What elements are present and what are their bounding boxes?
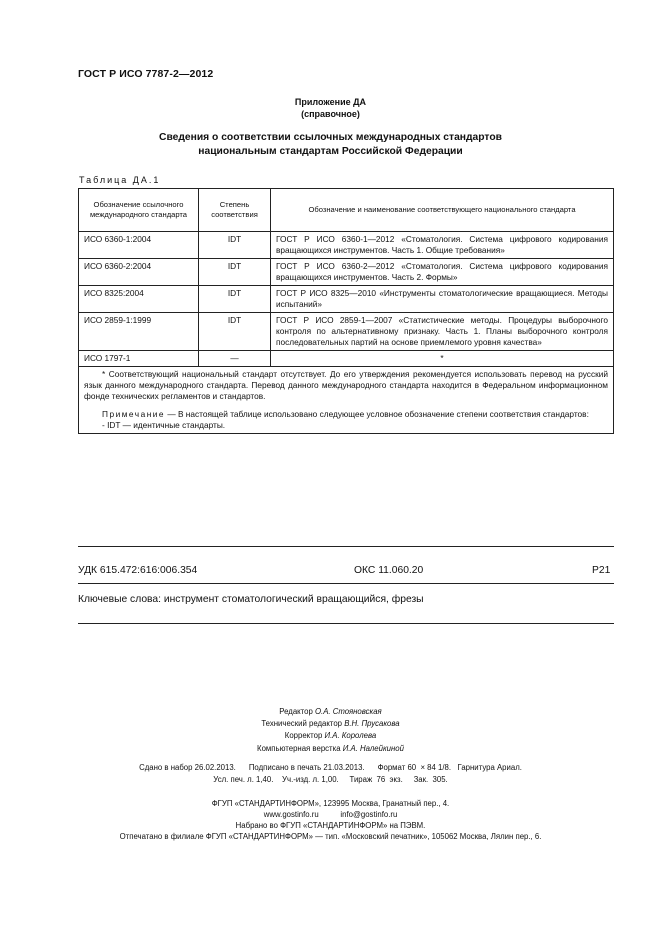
column-header-degree: Степень соответствия	[199, 189, 271, 232]
credit-editor	[0, 706, 661, 718]
table-row	[79, 351, 614, 367]
appendix-heading-line2: национальным стандартам Российской Федерации	[198, 146, 463, 157]
table-label: Таблица ДА.1	[79, 175, 161, 185]
cell-national: ГОСТ Р ИСО 6360-2—2012 «Стоматология. Система цифрового кодирования вращающихся инструментов. Часть 2. Формы»	[271, 259, 614, 286]
credit-tech-editor	[0, 718, 661, 730]
table-row	[79, 286, 614, 313]
cell-degree: IDT	[199, 313, 271, 351]
publishing-dates: Сдано в набор 26.02.2013. Подписано в печать 21.03.2013. Формат 60 × 84	[139, 763, 436, 772]
cell-international: ИСО 6360-1:2004	[79, 232, 199, 259]
publishing-font: . Гарнитура Ариал.	[448, 763, 522, 772]
cell-international: ИСО 8325:2004	[79, 286, 199, 313]
credit-name: И.А. Налейкиной	[342, 743, 404, 753]
table-row	[79, 313, 614, 351]
cell-degree: —	[199, 351, 271, 367]
cell-international: ИСО 1797-1	[79, 351, 199, 367]
table-notes-row	[79, 367, 614, 434]
table-row	[79, 232, 614, 259]
credit-name: О.А. Стояновская	[314, 707, 382, 716]
credit-name: В.Н. Прусакова	[344, 719, 400, 729]
credit-layout	[0, 743, 661, 755]
appendix-title: Приложение ДА	[294, 97, 367, 107]
oks-code: ОКС 11.060.20	[354, 565, 424, 576]
cell-degree: IDT	[199, 259, 271, 286]
credits	[0, 706, 661, 755]
keywords: Ключевые слова: инструмент стоматологический вращающийся, фрезы	[78, 594, 424, 605]
document-code: ГОСТ Р ИСО 7787-2—2012	[78, 68, 214, 80]
table-row	[79, 259, 614, 286]
footer-rule-bottom	[78, 623, 614, 624]
credit-role: Корректор	[284, 731, 325, 741]
publishing-info	[0, 762, 661, 786]
cell-national: ГОСТ Р ИСО 8325—2010 «Инструменты стоматологические вращающиеся. Методы испытаний»	[271, 286, 614, 313]
format-fraction: 1/8	[438, 763, 449, 772]
cell-national: ГОСТ Р ИСО 2859-1—2007 «Статистические методы. Процедуры выборочного контроля по альтернативному признаку. Часть 1. Планы выборочного контроля последовательных партий на основе приемлемого уровня качества»	[271, 313, 614, 351]
cell-international: ИСО 6360-2:2004	[79, 259, 199, 286]
credit-proofreader	[0, 730, 661, 742]
footer-rule-middle	[78, 583, 614, 584]
footer-rule-top	[78, 546, 614, 547]
publisher-info	[0, 798, 661, 842]
credit-role: Компьютерная верстка	[257, 743, 343, 753]
appendix-subtitle: (справочное)	[301, 109, 360, 119]
publisher-address: ФГУП «СТАНДАРТИНФОРМ», 123995 Москва, Гранатный пер., 4.	[211, 799, 450, 808]
udk-code: УДК 615.472:616:006.354	[78, 565, 198, 576]
table-header-row	[79, 189, 614, 232]
classification-code: Р21	[592, 565, 611, 576]
publishing-line1	[0, 762, 661, 774]
column-header-national: Обозначение и наименование соответствующего национального стандарта	[271, 189, 614, 232]
publisher-web: www.gostinfo.ru info@gostinfo.ru	[263, 810, 398, 819]
note-label: Примечание	[102, 409, 166, 419]
cell-national: *	[271, 351, 614, 367]
table-note	[84, 409, 608, 420]
appendix-heading	[0, 131, 661, 159]
credit-role: Редактор	[279, 707, 315, 716]
cell-national: ГОСТ Р ИСО 6360-1—2012 «Стоматология. Система цифрового кодирования вращающихся инструментов. Часть 1. Общие требования»	[271, 232, 614, 259]
cell-degree: IDT	[199, 286, 271, 313]
note-text: — В настоящей таблице использовано следующее условное обозначение степени соответствия стандартов:	[165, 409, 589, 419]
table-notes	[79, 367, 614, 434]
cell-degree: IDT	[199, 232, 271, 259]
credit-name: И.А. Королева	[324, 731, 377, 741]
printed-info: Отпечатано в филиале ФГУП «СТАНДАРТИНФОРМ» — тип. «Московский печатник», 105062 Москва, Лялин пер., 6.	[119, 832, 542, 841]
publishing-line2: Усл. печ. л. 1,40. Уч.-изд. л. 1,00. Тираж 76 экз. Зак. 305.	[213, 775, 448, 784]
typeset-info: Набрано во ФГУП «СТАНДАРТИНФОРМ» на ПЭВМ.	[235, 821, 426, 830]
correspondence-table	[78, 188, 614, 434]
credit-role: Технический редактор	[261, 719, 345, 729]
note-item: - IDT — идентичные стандарты.	[102, 420, 226, 430]
cell-international: ИСО 2859-1:1999	[79, 313, 199, 351]
column-header-international: Обозначение ссылочного международного стандарта	[79, 189, 199, 232]
appendix-heading-line1: Сведения о соответствии ссылочных международных стандартов	[159, 132, 502, 143]
footnote: * Соответствующий национальный стандарт отсутствует. До его утверждения рекомендуется использовать перевод на русский язык данного международного стандарта. Перевод данного международного стандарта находится в Федеральном информационном фонде технических регламентов и стандартов.	[84, 369, 608, 401]
